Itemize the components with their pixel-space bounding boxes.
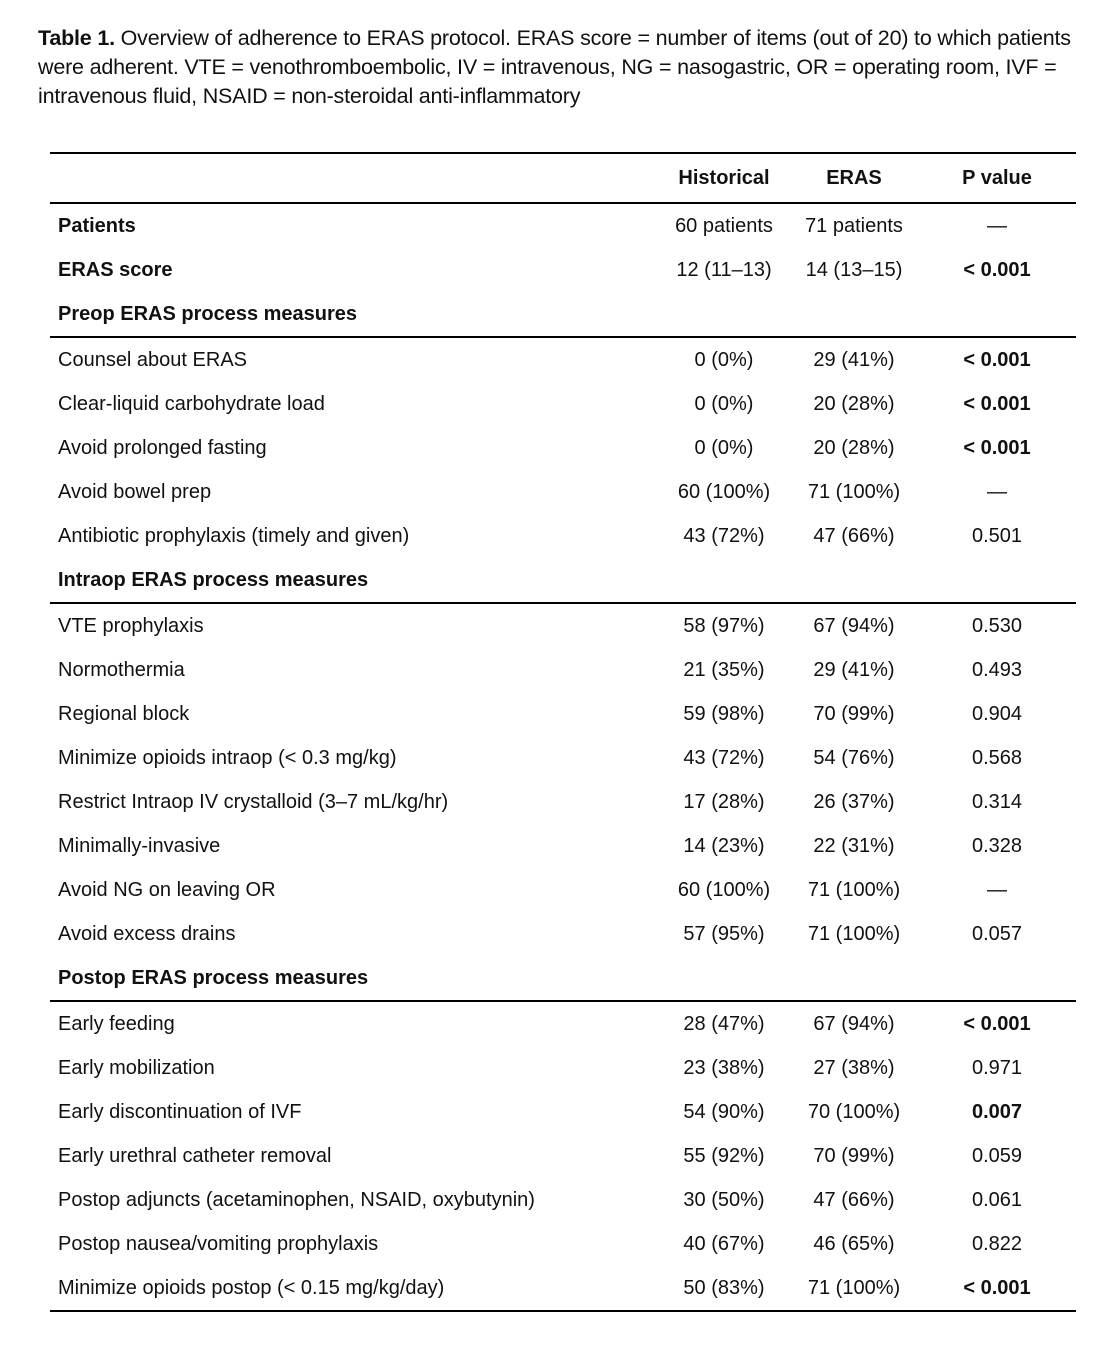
row-label: Minimize opioids intraop (< 0.3 mg/kg) (58, 746, 397, 769)
eras-value: 71 (100%) (807, 922, 901, 945)
eras-value: 70 (99%) (813, 702, 895, 725)
p-value: 0.057 (971, 922, 1023, 945)
historical-value: 17 (28%) (683, 790, 765, 813)
eras-value: 71 patients (805, 214, 903, 237)
historical-value: 43 (72%) (683, 746, 765, 769)
p-value: 0.007 (971, 1100, 1023, 1123)
historical-value: 12 (11–13) (676, 258, 772, 281)
section-heading (50, 956, 1076, 1000)
p-value: 0.328 (971, 834, 1023, 857)
table-row (50, 692, 1076, 736)
historical-value: 40 (67%) (683, 1232, 765, 1255)
table-row (50, 648, 1076, 692)
historical-value: 0 (0%) (694, 392, 754, 415)
table-row (50, 824, 1076, 868)
table-row (50, 338, 1076, 382)
eras-value: 26 (37%) (813, 790, 895, 813)
eras-value: 20 (28%) (813, 436, 895, 459)
historical-value: 21 (35%) (683, 658, 765, 681)
historical-value: 57 (95%) (683, 922, 765, 945)
header-p-value: P value (962, 166, 1032, 189)
p-value: 0.501 (971, 524, 1023, 547)
header-row (50, 154, 1076, 202)
historical-value: 59 (98%) (683, 702, 765, 725)
row-label: Avoid prolonged fasting (58, 436, 267, 459)
historical-value: 55 (92%) (683, 1144, 765, 1167)
row-label: ERAS score (58, 258, 173, 281)
historical-value: 14 (23%) (683, 834, 765, 857)
row-label: VTE prophylaxis (58, 614, 204, 637)
p-value: 0.530 (971, 614, 1023, 637)
row-label: Early urethral catheter removal (58, 1144, 332, 1167)
section-title: Preop ERAS process measures (58, 302, 358, 325)
p-value: 0.904 (971, 702, 1023, 725)
table-row (50, 736, 1076, 780)
p-value: 0.314 (971, 790, 1023, 813)
p-value: < 0.001 (963, 436, 1031, 459)
eras-value: 47 (66%) (813, 524, 895, 547)
eras-value: 14 (13–15) (805, 258, 903, 281)
eras-value: 70 (100%) (807, 1100, 901, 1123)
row-label: Clear-liquid carbohydrate load (58, 392, 325, 415)
row-label: Postop adjuncts (acetaminophen, NSAID, oxybutynin) (58, 1188, 535, 1211)
row-label: Normothermia (58, 658, 185, 681)
historical-value: 23 (38%) (683, 1056, 765, 1079)
row-label: Patients (58, 214, 136, 237)
table-row (50, 1002, 1076, 1046)
eras-value: 71 (100%) (807, 1276, 901, 1299)
header-historical: Historical (678, 166, 770, 189)
historical-value: 43 (72%) (683, 524, 765, 547)
header-eras: ERAS (826, 166, 882, 189)
eras-value: 29 (41%) (813, 348, 895, 371)
row-label: Postop nausea/vomiting prophylaxis (58, 1232, 379, 1255)
caption-label: Table 1. (38, 26, 115, 50)
row-label: Avoid NG on leaving OR (58, 878, 276, 901)
historical-value: 54 (90%) (683, 1100, 765, 1123)
bottom-rule (50, 1310, 1076, 1312)
section-title: Postop ERAS process measures (58, 966, 369, 989)
adherence-table (50, 152, 1076, 1312)
table-row (50, 1222, 1076, 1266)
p-value: < 0.001 (963, 392, 1031, 415)
table-caption (38, 24, 1078, 111)
eras-value: 67 (94%) (813, 614, 895, 637)
row-label: Minimize opioids postop (< 0.15 mg/kg/day) (58, 1276, 445, 1299)
table-row (50, 248, 1076, 292)
table-row (50, 1266, 1076, 1310)
section-title: Intraop ERAS process measures (58, 568, 369, 591)
table-row (50, 426, 1076, 470)
table-row (50, 514, 1076, 558)
row-label: Avoid bowel prep (58, 480, 212, 503)
table-row (50, 1046, 1076, 1090)
eras-value: 20 (28%) (813, 392, 895, 415)
table-row (50, 912, 1076, 956)
p-value: 0.822 (971, 1232, 1023, 1255)
table-row (50, 1134, 1076, 1178)
p-value: 0.568 (971, 746, 1023, 769)
table-row (50, 1090, 1076, 1134)
historical-value: 60 (100%) (677, 480, 771, 503)
historical-value: 60 patients (675, 214, 773, 237)
eras-value: 71 (100%) (807, 480, 901, 503)
historical-value: 0 (0%) (694, 348, 754, 371)
historical-value: 0 (0%) (694, 436, 754, 459)
row-label: Early discontinuation of IVF (58, 1100, 302, 1123)
table-row (50, 470, 1076, 514)
p-value: < 0.001 (963, 1012, 1031, 1035)
table-row (50, 1178, 1076, 1222)
p-value: — (987, 480, 1007, 503)
historical-value: 58 (97%) (683, 614, 765, 637)
row-label: Early feeding (58, 1012, 175, 1035)
p-value: 0.061 (971, 1188, 1023, 1211)
eras-value: 67 (94%) (813, 1012, 895, 1035)
eras-value: 29 (41%) (813, 658, 895, 681)
eras-value: 27 (38%) (813, 1056, 895, 1079)
eras-value: 70 (99%) (813, 1144, 895, 1167)
p-value: 0.059 (971, 1144, 1023, 1167)
eras-value: 54 (76%) (813, 746, 895, 769)
eras-value: 46 (65%) (813, 1232, 895, 1255)
row-label: Restrict Intraop IV crystalloid (3–7 mL/kg/hr) (58, 790, 449, 813)
eras-value: 47 (66%) (813, 1188, 895, 1211)
eras-value: 22 (31%) (813, 834, 895, 857)
p-value: < 0.001 (963, 348, 1031, 371)
eras-value: 71 (100%) (807, 878, 901, 901)
table-row (50, 204, 1076, 248)
section-heading (50, 292, 1076, 336)
table-row (50, 780, 1076, 824)
row-label: Minimally-invasive (58, 834, 221, 857)
historical-value: 50 (83%) (683, 1276, 765, 1299)
table-row (50, 382, 1076, 426)
caption-text: Overview of adherence to ERAS protocol. ERAS score = number of items (out of 20) to which patients were adherent. VTE = venothromboembolic, IV = intravenous, NG = nasogastric, OR = operating room, IVF = intravenous fluid, NSAID = non-steroidal anti-inflammatory (38, 26, 1071, 108)
historical-value: 30 (50%) (683, 1188, 765, 1211)
table-row (50, 604, 1076, 648)
row-label: Early mobilization (58, 1056, 215, 1079)
p-value: 0.971 (971, 1056, 1023, 1079)
row-label: Counsel about ERAS (58, 348, 248, 371)
p-value: < 0.001 (963, 1276, 1031, 1299)
section-heading (50, 558, 1076, 602)
row-label: Regional block (58, 702, 190, 725)
historical-value: 60 (100%) (677, 878, 771, 901)
historical-value: 28 (47%) (683, 1012, 765, 1035)
row-label: Avoid excess drains (58, 922, 236, 945)
p-value: < 0.001 (963, 258, 1031, 281)
row-label: Antibiotic prophylaxis (timely and given) (58, 524, 410, 547)
p-value: 0.493 (971, 658, 1023, 681)
table-row (50, 868, 1076, 912)
p-value: — (987, 214, 1007, 237)
table-body (50, 204, 1076, 1312)
p-value: — (987, 878, 1007, 901)
